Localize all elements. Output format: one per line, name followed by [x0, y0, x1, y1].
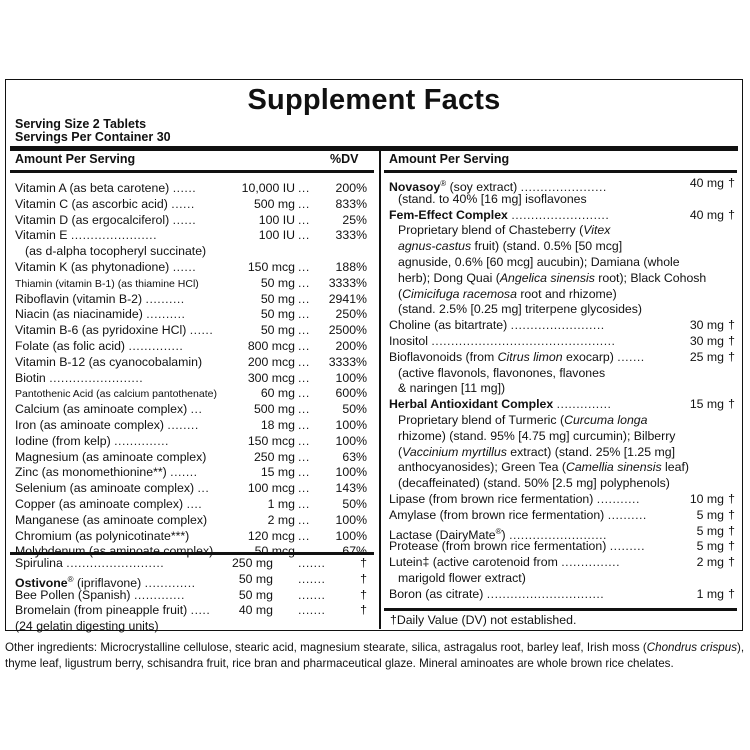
- right-header-amount: Amount Per Serving: [389, 152, 510, 166]
- leader-dots: ..............: [128, 339, 184, 353]
- nutrient-label: [15, 513, 207, 529]
- text: Inositol: [389, 334, 428, 348]
- nutrient-label: [15, 213, 196, 229]
- dagger: †: [728, 586, 735, 601]
- nutrient-label: [15, 197, 195, 213]
- leader-dots: ...: [197, 481, 210, 496]
- text: (soy extract): [446, 180, 518, 195]
- text: (stand. 2.5% [0.25 mg] triterpene glycosides): [398, 302, 643, 317]
- nutrient-amount: 50 mg: [260, 323, 295, 338]
- nutrient-name: Calcium (as aminoate complex): [15, 402, 188, 417]
- text: leaf): [661, 460, 689, 475]
- nutrient-dv: 3333%: [328, 354, 367, 369]
- nutrient-name: Iron (as aminoate complex): [15, 418, 164, 432]
- nutrient-dv: 25%: [342, 212, 367, 227]
- registered-mark: ®: [67, 574, 74, 584]
- herbal-name: Herbal Antioxidant Complex: [389, 397, 554, 412]
- dagger: †: [728, 555, 735, 570]
- leader-dots: ..............: [114, 433, 169, 448]
- text: Lactase (DairyMate: [389, 527, 496, 542]
- nutrient-amount: 50 mg: [260, 291, 295, 306]
- nutrient-label: [15, 276, 199, 293]
- fem-effect-name: Fem-Effect Complex: [389, 207, 508, 222]
- leader-dots: ...: [298, 228, 310, 243]
- nutrient-dv: 63%: [342, 449, 367, 464]
- leader-dots: ...: [298, 181, 310, 195]
- leader-dots: ......................: [70, 228, 157, 243]
- leader-dots: ..........: [607, 507, 647, 522]
- leader-dots: ...: [298, 339, 310, 353]
- thick-rule-top: [10, 146, 738, 151]
- nutrient-label: [15, 402, 202, 418]
- nutrient-label: [15, 497, 202, 513]
- text: root and rhizome): [516, 286, 617, 301]
- nutrient-amount: 2 mg: [267, 512, 295, 527]
- leader-dots: .......: [617, 349, 645, 364]
- leader-dots: .........: [609, 539, 645, 554]
- lipase-row-label: [389, 492, 640, 508]
- leader-dots: ......: [171, 196, 195, 211]
- herb-label: [15, 588, 185, 604]
- nutrient-dv: 2500%: [328, 323, 367, 338]
- nutrient-dv: 188%: [335, 260, 367, 274]
- leader-dots: ...: [298, 307, 310, 322]
- herbal-desc: [398, 460, 689, 476]
- dagger: †: [728, 507, 735, 522]
- leader-dots: ...: [298, 370, 310, 385]
- leader-dots: ...: [298, 481, 310, 496]
- text: exocarp): [562, 349, 614, 364]
- fem-effect-desc: [398, 302, 642, 318]
- nutrient-amount: 200 mcg: [247, 354, 295, 369]
- leader-dots: ......................: [520, 180, 607, 195]
- nutrient-amount: 250 mg: [253, 449, 295, 464]
- nutrient-name: Zinc (as monomethionine**): [15, 465, 167, 480]
- leader-dots: .......: [298, 603, 326, 618]
- nutrient-dv: 50%: [342, 402, 367, 417]
- nutrient-amount: 1 mg: [267, 497, 295, 511]
- amylase-row-label: [389, 508, 647, 524]
- leader-dots: .......: [298, 587, 326, 602]
- text: ): [501, 527, 506, 542]
- nutrient-label: [15, 371, 143, 387]
- leader-dots: ......: [172, 181, 197, 195]
- novasoy-sub: [398, 192, 587, 208]
- nutrient-name: Thiamin (vitamin B-1) (as thiamine HCl): [15, 277, 199, 290]
- leader-dots: ........................: [510, 318, 605, 333]
- left-header-dv: %DV: [330, 152, 359, 166]
- leader-dots: ...: [298, 418, 310, 432]
- right-header-rule: [384, 170, 737, 173]
- herb-amount: 40 mg: [238, 603, 273, 618]
- herb-name: Bee Pollen (Spanish): [15, 587, 131, 602]
- herbal-desc: [398, 413, 647, 429]
- leader-dots: .........................: [509, 527, 607, 542]
- leader-dots: ...: [298, 196, 310, 211]
- lutein-row-amount: 2 mg: [696, 555, 724, 570]
- nutrient-name: Pantothenic Acid (as calcium pantothenate): [15, 388, 217, 401]
- text: Amylase (from brown rice fermentation): [389, 507, 605, 522]
- herb-name: Bromelain (from pineapple fruit): [15, 603, 188, 618]
- leader-dots: ...: [298, 386, 310, 401]
- leader-dots: ...............: [561, 555, 621, 570]
- serving-size: Serving Size 2 Tablets: [15, 117, 147, 131]
- column-divider: [379, 148, 381, 629]
- choline-row-label: [389, 318, 605, 334]
- leader-dots: ..........: [145, 291, 185, 306]
- nutrient-dv: 100%: [335, 465, 367, 480]
- text: Proprietary blend of Chasteberry (: [398, 223, 584, 238]
- latin-name: Vaccinium myrtillus: [402, 444, 507, 459]
- dagger: †: [728, 539, 735, 554]
- nutrient-name: Selenium (as aminoate complex): [15, 481, 195, 496]
- nutrient-name: Manganese (as aminoate complex): [15, 512, 208, 527]
- lactase-row-amount: 5 mg: [696, 523, 724, 538]
- herb-desc: (ipriflavone): [73, 575, 142, 590]
- nutrient-name: Copper (as aminoate complex): [15, 497, 184, 511]
- leader-dots: ..............................: [486, 586, 605, 601]
- leader-dots: ...: [298, 449, 310, 464]
- nutrient-label: [15, 323, 213, 339]
- dagger: †: [728, 318, 735, 333]
- leader-dots: .........................: [511, 207, 610, 222]
- amylase-row-amount: 5 mg: [696, 507, 724, 522]
- herb-dv: †: [360, 571, 367, 586]
- nutrient-label: [15, 386, 217, 403]
- other-ingredients: Other ingredients: Microcrystalline cellulose, stearic acid, magnesium stearate, silica, astragalus root, barley leaf, Irish moss (Chondrus crispus), thyme leaf, ligustrum berry, schisandra fruit, rice bran and pharmaceutical glaze. Mineral aminoates are whole brown rice chelates.: [5, 641, 745, 670]
- leader-dots: .............: [144, 575, 196, 590]
- nutrient-name: Vitamin E: [15, 228, 68, 243]
- dagger: †: [728, 349, 735, 364]
- herbal-desc: [398, 476, 670, 492]
- footnote-daily-value: †Daily Value (DV) not established.: [390, 613, 577, 627]
- nutrient-dv: 250%: [335, 307, 367, 322]
- nutrient-name: Vitamin B-6 (as pyridoxine HCl): [15, 323, 187, 338]
- bioflavonoids-desc: [398, 366, 605, 382]
- leader-dots: .......: [170, 465, 198, 480]
- nutrient-dv: 143%: [335, 481, 367, 496]
- herb-name: Spirulina: [15, 556, 63, 570]
- nutrient-dv: 333%: [335, 228, 367, 243]
- nutrient-amount: 120 mcg: [247, 528, 295, 543]
- nutrient-dv: 50%: [342, 497, 367, 511]
- nutrient-name: Riboflavin (vitamin B-2): [15, 291, 143, 306]
- nutrient-amount: 500 mg: [253, 196, 295, 211]
- registered-mark: ®: [495, 526, 502, 536]
- nutrient-amount: 800 mcg: [247, 339, 295, 353]
- text: Protease (from brown rice fermentation): [389, 539, 607, 554]
- protease-row-amount: 5 mg: [696, 539, 724, 554]
- leader-dots: ...: [298, 260, 310, 274]
- text: herb); Dong Quai (: [398, 270, 500, 285]
- text: Boron (as citrate): [389, 586, 484, 601]
- panel-title: Supplement Facts: [247, 84, 501, 116]
- fem-effect-row-amount: 40 mg: [689, 207, 724, 222]
- nutrient-name: Folate (as folic acid): [15, 339, 126, 353]
- nutrient-name: Biotin: [15, 370, 46, 385]
- nutrient-amount: 50 mg: [260, 275, 295, 290]
- nutrient-amount: 300 mcg: [247, 370, 295, 385]
- latin-name: Angelica sinensis: [499, 270, 595, 285]
- nutrient-amount: 15 mg: [260, 465, 295, 480]
- nutrient-dv: 200%: [335, 339, 367, 353]
- herbal-desc: [398, 429, 675, 445]
- nutrient-label: [15, 481, 209, 497]
- nutrient-label: [15, 339, 183, 355]
- leader-dots: ...............................................: [431, 334, 616, 348]
- left-mid-rule: [10, 552, 374, 555]
- leader-dots: ...: [298, 291, 310, 306]
- bromelain-sub: (24 gelatin digesting units): [15, 619, 159, 634]
- text: (active flavonols, flavonones, flavones: [398, 365, 606, 380]
- leader-dots: ...: [298, 402, 310, 417]
- herb-amount: 50 mg: [238, 587, 273, 602]
- left-header-rule: [10, 170, 374, 173]
- text: (: [398, 286, 403, 301]
- choline-row-amount: 30 mg: [689, 318, 724, 333]
- herbal-row-label: [389, 397, 611, 413]
- latin-name: Curcuma longa: [564, 413, 648, 427]
- fem-effect-desc: [398, 239, 622, 255]
- nutrient-name: Vitamin B-12 (as cyanocobalamin): [15, 354, 203, 369]
- text: Choline (as bitartrate): [389, 318, 508, 333]
- nutrient-label: [25, 244, 206, 260]
- dagger: †: [728, 207, 735, 222]
- latin-name: Camellia sinensis: [565, 460, 662, 475]
- leader-dots: ...: [298, 497, 310, 511]
- right-bottom-rule: [384, 608, 737, 611]
- leader-dots: ...: [298, 465, 310, 480]
- text: agnuside, 0.6% [60 mcg] aucubin); Damiana (whole: [398, 255, 680, 269]
- nutrient-dv: 100%: [335, 528, 367, 543]
- leader-dots: .......: [298, 556, 326, 570]
- nutrient-label: [15, 465, 198, 481]
- fem-effect-row-label: [389, 208, 609, 224]
- nutrient-amount: 150 mcg: [247, 433, 295, 448]
- nutrient-amount: 10,000 IU: [241, 181, 295, 195]
- nutrient-dv: 100%: [335, 370, 367, 385]
- nutrient-amount: 100 IU: [258, 212, 295, 227]
- novasoy-name: Novasoy: [389, 180, 441, 195]
- dagger: †: [728, 176, 735, 190]
- nutrient-name: Niacin (as niacinamide): [15, 307, 143, 322]
- nutrient-dv: 3333%: [328, 275, 367, 290]
- nutrient-name: Vitamin C (as ascorbic acid): [15, 196, 168, 211]
- text: (stand. to 40% [16 mg] isoflavones: [398, 191, 587, 206]
- leader-dots: .............: [133, 587, 185, 602]
- leader-dots: ...........: [596, 492, 640, 506]
- herb-dv: †: [360, 603, 367, 618]
- text: extract) (stand. 25% [1.25 mg]: [506, 444, 676, 459]
- latin-name: agnus-castus: [398, 239, 472, 254]
- nutrient-label: [15, 181, 196, 197]
- herb-name: Ostivone: [15, 575, 68, 590]
- leader-dots: ...: [298, 528, 310, 543]
- dagger: †: [728, 334, 735, 348]
- nutrient-name: Iodine (from kelp): [15, 433, 111, 448]
- nutrient-label: [15, 292, 185, 308]
- leader-dots: ........: [167, 418, 199, 432]
- fem-effect-desc: [398, 223, 610, 239]
- latin-name: Cimicifuga racemosa: [402, 286, 517, 301]
- leader-dots: ...: [298, 512, 310, 527]
- bioflavonoids-desc: [398, 381, 505, 397]
- lipase-row-amount: 10 mg: [689, 492, 724, 506]
- text: & naringen [11 mg]): [398, 381, 506, 396]
- nutrient-name: Magnesium (as aminoate complex): [15, 449, 207, 464]
- nutrient-label: [15, 355, 202, 371]
- servings-per-container: Servings Per Container 30: [15, 130, 171, 144]
- nutrient-dv: 100%: [335, 418, 367, 432]
- nutrient-label: [15, 450, 206, 466]
- nutrient-dv: 833%: [335, 196, 367, 211]
- text: marigold flower extract): [398, 571, 526, 585]
- nutrient-label: [15, 307, 185, 323]
- nutrient-dv: 100%: [335, 512, 367, 527]
- text: rhizome) (stand. 95% [4.75 mg] curcumin); Bilberry: [398, 428, 676, 443]
- leader-dots: .......: [298, 571, 326, 586]
- herb-dv: †: [360, 556, 367, 570]
- nutrient-dv: 2941%: [328, 291, 367, 306]
- text: root); Black Cohosh: [594, 270, 707, 285]
- herb-amount: 50 mg: [238, 571, 273, 586]
- leader-dots: .....: [190, 603, 211, 618]
- inositol-row-amount: 30 mg: [689, 334, 724, 348]
- leader-dots: ...: [190, 402, 203, 417]
- boron-row-label: [389, 587, 604, 603]
- herb-amount: 250 mg: [231, 556, 273, 570]
- fem-effect-desc: [398, 287, 617, 303]
- nutrient-amount: 500 mg: [253, 402, 295, 417]
- leader-dots: ......: [172, 212, 197, 227]
- herb-dv: †: [360, 587, 367, 602]
- left-header-amount: Amount Per Serving: [15, 152, 136, 166]
- text: (decaffeinated) (stand. 50% [2.5 mg] polyphenols): [398, 476, 670, 491]
- protease-row-label: [389, 539, 645, 555]
- nutrient-amount: 100 mcg: [247, 481, 295, 496]
- latin-name: Vitex: [583, 223, 611, 238]
- leader-dots: ......: [172, 260, 197, 274]
- text: fruit) (stand. 0.5% [50 mcg]: [471, 239, 623, 254]
- text: Lutein‡ (active carotenoid from: [389, 555, 558, 570]
- inositol-row-label: [389, 334, 615, 350]
- fem-effect-desc: [398, 271, 706, 287]
- nutrient-dv: 600%: [335, 386, 367, 401]
- leader-dots: ..............: [556, 397, 612, 412]
- leader-dots: ...: [298, 354, 310, 369]
- nutrient-label: [15, 434, 169, 450]
- nutrient-amount: 100 IU: [258, 228, 295, 243]
- nutrient-name: Vitamin K (as phytonadione): [15, 260, 170, 274]
- text: (: [398, 444, 403, 459]
- leader-dots: ..........: [146, 307, 186, 322]
- latin-name: Citrus limon: [497, 349, 563, 364]
- leader-dots: ....: [186, 497, 203, 511]
- novasoy-row-amount: 40 mg: [689, 176, 724, 190]
- herb-label: [15, 603, 210, 619]
- leader-dots: ...: [298, 323, 310, 338]
- nutrient-dv: 200%: [335, 181, 367, 195]
- nutrient-label: [15, 418, 199, 434]
- lutein-sub: [398, 571, 526, 587]
- leader-dots: ......: [189, 323, 214, 338]
- leader-dots: ........................: [49, 370, 144, 385]
- fem-effect-desc: [398, 255, 680, 271]
- nutrient-amount: 150 mcg: [247, 260, 295, 274]
- nutrient-label: [15, 228, 157, 244]
- dagger: †: [728, 492, 735, 506]
- nutrient-name: Vitamin D (as ergocalciferol): [15, 212, 170, 227]
- nutrient-name: Chromium (as polynicotinate***): [15, 528, 190, 543]
- text: Proprietary blend of Turmeric (: [398, 413, 565, 427]
- registered-mark: ®: [440, 179, 447, 188]
- herb-label: [15, 556, 164, 572]
- nutrient-label: [15, 260, 196, 276]
- bioflavonoids-row-label: [389, 350, 645, 366]
- dagger: †: [728, 397, 735, 412]
- leader-dots: ...: [298, 212, 310, 227]
- bioflavonoids-row-amount: 25 mg: [689, 349, 724, 364]
- nutrient-amount: 60 mg: [260, 386, 295, 401]
- leader-dots: ...: [298, 433, 310, 448]
- herbal-row-amount: 15 mg: [689, 397, 724, 412]
- nutrient-amount: 50 mg: [260, 307, 295, 322]
- nutrient-dv: 100%: [335, 433, 367, 448]
- lutein-row-label: [389, 555, 620, 571]
- nutrient-amount: 18 mg: [260, 418, 295, 432]
- nutrient-name: Vitamin A (as beta carotene): [15, 181, 170, 195]
- leader-dots: .........................: [66, 556, 165, 570]
- text: Bioflavonoids (from: [389, 349, 498, 364]
- leader-dots: ...: [298, 275, 310, 290]
- nutrient-name: (as d-alpha tocopheryl succinate): [25, 244, 207, 259]
- boron-row-amount: 1 mg: [696, 586, 724, 601]
- text: Lipase (from brown rice fermentation): [389, 492, 594, 506]
- supplement-facts-panel: [5, 79, 743, 634]
- text: anthocyanosides); Green Tea (: [398, 460, 566, 475]
- dagger: †: [728, 523, 735, 538]
- nutrient-label: [15, 529, 189, 545]
- herbal-desc: [398, 445, 675, 461]
